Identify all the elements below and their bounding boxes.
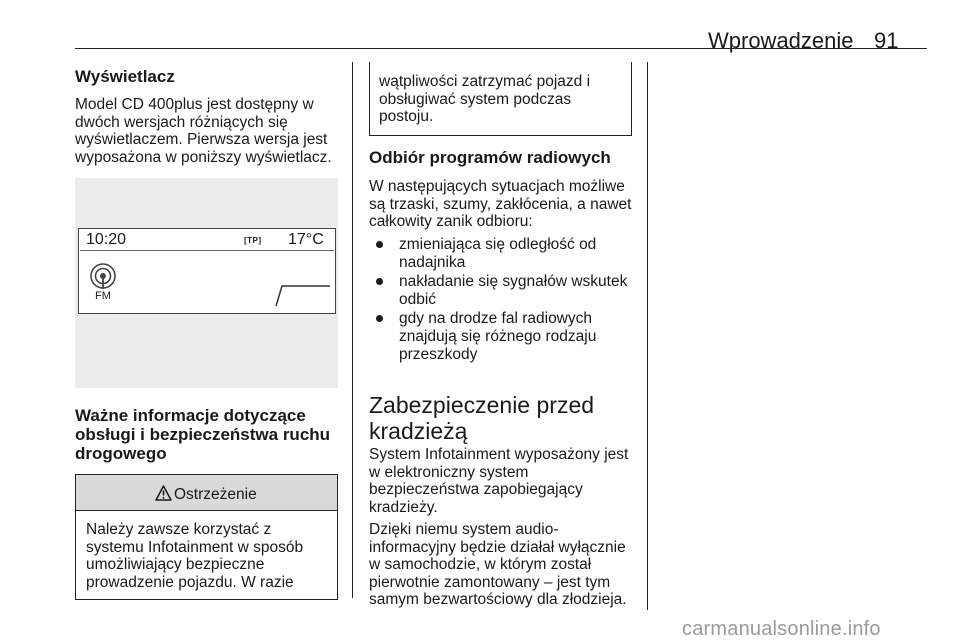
list-item-text: nakładanie się sygnałów wskutek odbić <box>399 273 628 308</box>
lcd-time: 10:20 <box>86 231 127 248</box>
reception-heading: Odbiór programów radiowych <box>369 148 611 167</box>
header-rule <box>75 48 927 49</box>
watermark: carmanualsonline.info <box>682 618 881 640</box>
warning-title: Ostrzeżenie <box>174 486 257 503</box>
lcd-separator <box>80 250 334 251</box>
reception-intro: W następujących sytuacjach możliwe są trzaski, szumy, zakłócenia, a nawet całkowity zanik odbioru: <box>369 178 632 231</box>
list-item <box>372 310 636 363</box>
warning-continuation-text: wątpliwości zatrzymać pojazd i obsługiwać system podczas postoju. <box>379 73 591 126</box>
list-item <box>372 236 636 271</box>
lcd-temperature: 17°C <box>288 231 324 248</box>
list-item-text: zmieniająca się odległość od nadajnika <box>399 236 597 271</box>
list-item <box>372 273 636 308</box>
bullet-icon <box>376 241 383 248</box>
theft-paragraph-1: System Infotainment wyposażony jest w elektroniczny system bezpieczeństwa zapobiegający kradzieży. <box>369 446 629 516</box>
list-item-text: gdy na drodze fal radiowych znajdują się różnego rodzaju przeszkody <box>399 310 597 363</box>
bullet-icon <box>376 315 383 322</box>
column-divider-1 <box>352 62 353 598</box>
safety-heading: Ważne informacje dotyczące obsługi i bezpieczeństwa ruchu drogowego <box>75 406 331 463</box>
lcd-signal-graphic <box>270 282 332 308</box>
radio-signal-icon <box>88 262 118 290</box>
column-divider-2 <box>647 62 648 610</box>
display-heading: Wyświetlacz <box>75 67 175 86</box>
running-header-title: Wprowadzenie <box>708 28 854 53</box>
theft-paragraph-2: Dzięki niemu system audio-informacyjny będzie działał wyłącznie w samochodzie, w którym został pierwotnie zamontowany – jest tym samym bezwartościowy dla złodzieja. <box>369 521 627 609</box>
page-number: 91 <box>874 28 899 53</box>
theft-heading: Zabezpieczenie przed kradzieżą <box>369 392 595 444</box>
reception-list <box>372 236 636 365</box>
lcd-tp-indicator: [TP] <box>244 236 262 245</box>
warning-triangle-icon <box>155 485 172 501</box>
display-paragraph: Model CD 400plus jest dostępny w dwóch wersjach różniących się wyświetlaczem. Pierwsza wersja jest wyposażona w poniższy wyświetlacz. <box>75 96 332 166</box>
lcd-band: FM <box>95 290 111 302</box>
bullet-icon <box>376 278 383 285</box>
warning-text: Należy zawsze korzystać z systemu Infotainment w sposób umożliwiający bezpieczne prowadzenie pojazdu. W razie <box>86 521 304 591</box>
